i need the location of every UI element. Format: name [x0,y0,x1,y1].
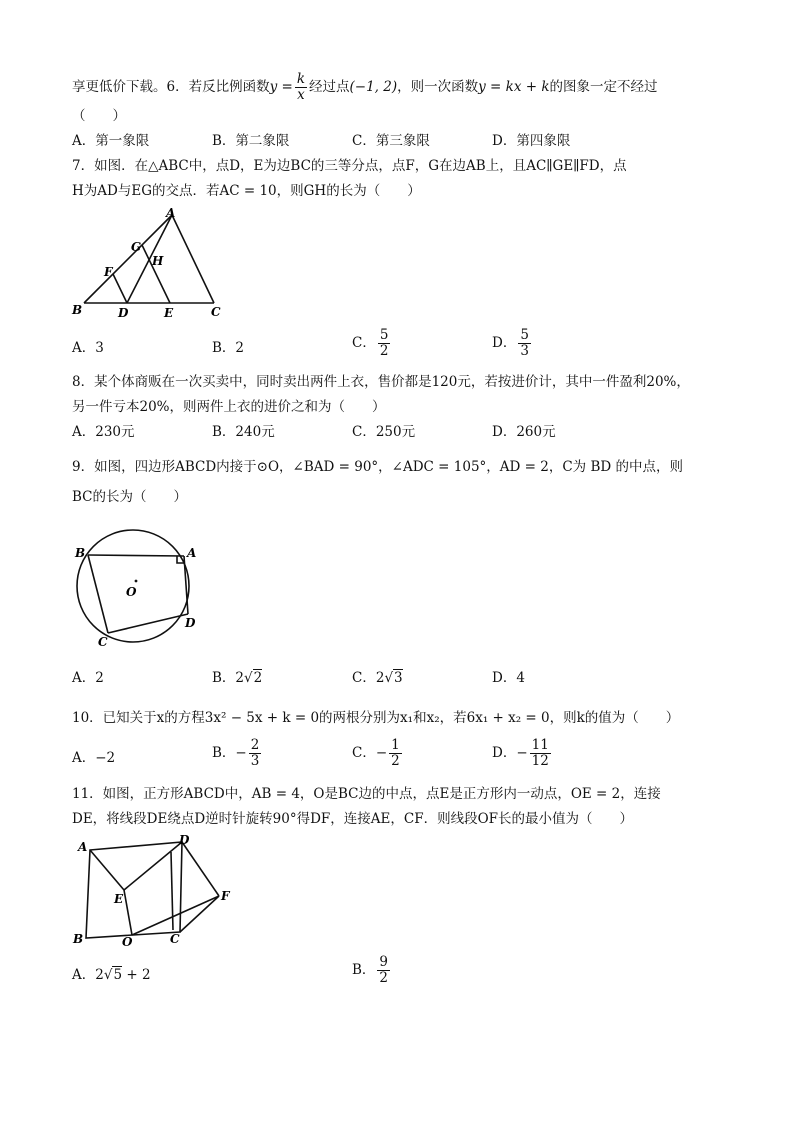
q9-option-b-radicand: 2 [253,670,263,686]
q9-option-b-radical-icon: √ [244,670,253,686]
q9-stem-line1: 9．如图，四边形ABCD内接于⊙O，∠BAD = 90°，∠ADC = 105°，AD = 2，C为 BD 的中点，则 [72,459,684,475]
q11-label-c: C [170,932,180,946]
q11-option-b[interactable] [352,955,392,986]
q7-stem-line2: H为AD与EG的交点．若AC = 10，则GH的长为（ ） [72,183,421,199]
q9-label-o: O [126,585,137,599]
q11-stem-line2: DE，将线段DE绕点D逆时针旋转90°得DF，连接AE，CF．则线段OF长的最小值为（ ） [72,811,634,827]
q7-option-c-prefix: C． [352,335,376,351]
q10-option-b-den: 3 [250,753,260,769]
q6-option-a[interactable]: A．第一象限 [72,133,150,149]
q10-option-b-fraction [249,738,262,769]
q9-option-b-prefix: B． [212,670,236,686]
q11-option-b-den: 2 [379,970,389,986]
q6-text-post: ，则一次函数 [397,79,479,95]
q11-option-a-radical-icon: √ [103,967,113,983]
q7-figure-lines [84,215,214,303]
q11-label-d: D [179,833,190,847]
q11-stem-line1: 11．如图，正方形ABCD中，AB = 4，O是BC边的中点，点E是正方形内一动点，OE = 2，连接 [72,786,661,802]
q7-label-b: B [72,303,83,317]
q9-chord-ba [88,555,184,556]
q9-option-c-coef: 2 [375,670,385,686]
q6-func-num: k [296,71,306,87]
q10-option-b-num: 2 [250,737,260,753]
q6-option-c[interactable]: C．第三象限 [352,133,430,149]
q7-option-d-den: 3 [520,343,529,359]
q11-segment-ed [124,842,182,890]
q11-option-a-suffix: + 2 [126,967,151,983]
q11-option-b-prefix: B． [352,962,376,978]
q9-option-b-coef: 2 [235,670,245,686]
q6-text-pre: 享更低价下载。6．若反比例函数 [72,79,270,95]
q11-label-f: F [221,889,230,903]
q9-option-d[interactable]: D．4 [492,670,525,686]
q6-point: (−1, 2) [349,79,398,95]
q11-figure-lines [86,842,219,938]
q10-option-d-prefix: D．− [492,745,528,761]
q7-label-g: G [131,240,142,254]
q11-option-a-coef: 2 [95,967,104,983]
q9-chord-dc [108,614,188,633]
q6-option-d[interactable]: D．第四象限 [492,133,571,149]
q9-stem-line2: BC的长为（ ） [72,489,188,505]
q8-option-d[interactable]: D．260元 [492,424,556,440]
q7-label-h: H [152,254,164,268]
q9-option-c-prefix: C． [352,670,376,686]
q7-segment-fd [113,274,127,303]
q11-segment-eo [124,890,132,935]
q11-segment-inner [171,852,173,930]
q10-option-c-fraction [389,738,402,769]
q10-option-d-num: 11 [531,737,549,753]
q10-option-c[interactable] [352,738,404,769]
q7-option-a[interactable]: A．3 [72,340,104,356]
q7-label-a: A [166,206,176,220]
q7-option-c-fraction [378,328,391,359]
q11-label-a: A [78,840,88,854]
q7-label-f: F [104,265,113,279]
q10-option-b-prefix: B．− [212,745,247,761]
q6-stem [72,72,658,103]
q9-option-c[interactable] [352,668,403,688]
q6-linear: y = kx + k [478,79,550,95]
q6-func-y: y = [269,79,293,95]
q11-segment-df [182,842,219,896]
q7-option-d-prefix: D． [492,335,517,351]
q11-segment-cf [180,896,219,932]
q11-option-b-fraction [377,955,390,986]
q10-option-d[interactable] [492,738,553,769]
q9-chord-cb [88,555,108,633]
q6-text-end: 的图象一定不经过 [549,79,658,95]
q9-label-a: A [187,546,197,560]
q11-option-b-num: 9 [379,954,389,970]
q11-square-abcd [86,842,182,938]
q7-triangle-figure [68,206,238,318]
q10-option-c-prefix: C．− [352,745,388,761]
q7-option-c-den: 2 [379,343,389,359]
q9-option-c-radicand: 3 [394,670,403,686]
q11-option-a[interactable] [72,965,151,985]
q11-segment-ae [90,850,124,890]
q9-option-a[interactable]: A．2 [72,670,104,686]
q11-option-a-prefix: A． [72,967,96,983]
q8-option-a[interactable]: A．230元 [72,424,135,440]
q6-func-den: x [297,87,305,103]
q7-label-e: E [164,306,174,318]
q8-option-c[interactable]: C．250元 [352,424,416,440]
q7-segment-ac [172,215,214,303]
q9-label-b: B [75,546,86,560]
q9-option-c-radical-icon: √ [384,670,394,686]
q9-circle-figure [68,520,208,650]
q6-text-mid: 经过点 [309,79,350,95]
q6-func-fraction [295,72,307,103]
q10-stem: 10．已知关于x的方程3x² − 5x + k = 0的两根分别为x₁和x₂，若6x₁ + x₂ = 0，则k的值为（ ） [72,710,680,726]
q10-option-c-num: 1 [391,737,400,753]
q7-stem-line1: 7．如图．在△ABC中，点D，E为边BC的三等分点，点F，G在边AB上，且AC∥GE∥FD，点 [72,158,627,174]
q9-label-c: C [98,635,108,649]
q7-option-d-num: 5 [520,327,529,343]
q8-stem-line2: 另一件亏本20%，则两件上衣的进价之和为（ ） [72,399,386,415]
q6-option-b[interactable]: B．第二象限 [212,133,290,149]
q7-option-d-fraction [518,328,531,359]
q6-paren: （ ） [72,108,126,124]
q11-segment-of [132,896,219,935]
q7-label-d: D [118,306,129,318]
q11-label-e: E [114,892,124,906]
q7-label-c: C [211,305,221,318]
q10-option-a[interactable]: A．−2 [72,750,116,766]
q7-option-c[interactable] [352,328,392,359]
q11-label-o: O [122,935,133,949]
q10-option-c-den: 2 [391,753,400,769]
q11-label-b: B [73,932,84,946]
q9-label-d: D [185,616,196,630]
q9-option-b[interactable] [212,668,262,688]
q7-option-b[interactable]: B．2 [212,340,245,356]
q8-stem-line1: 8．某个体商贩在一次买卖中，同时卖出两件上衣，售价都是120元，若按进价计，其中一件盈利20%， [72,374,690,390]
q11-option-a-radicand: 5 [113,967,123,983]
q7-option-d[interactable] [492,328,533,359]
q10-option-d-fraction [530,738,551,769]
q10-option-d-den: 12 [531,753,549,769]
q9-center-dot [135,580,138,583]
q8-option-b[interactable]: B．240元 [212,424,275,440]
q10-option-b[interactable] [212,738,263,769]
q7-option-c-num: 5 [379,327,389,343]
q11-square-figure [66,832,246,952]
